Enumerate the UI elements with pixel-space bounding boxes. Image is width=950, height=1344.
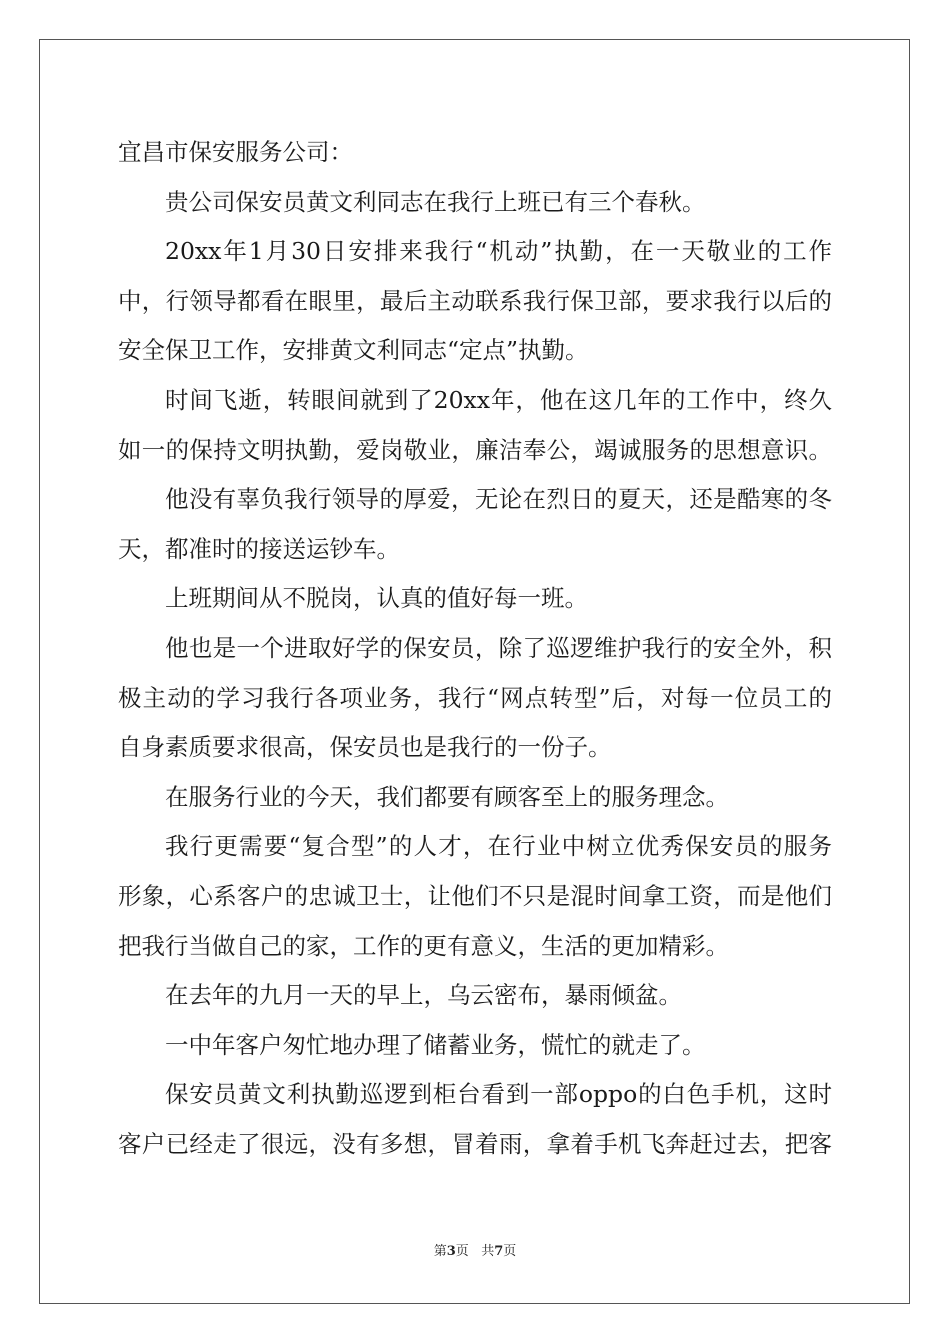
paragraph-line: 形象，心系客户的忠诚卫士，让他们不只是混时间拿工资，而是他们 xyxy=(118,881,832,910)
paragraph-line: 自身素质要求很高，保安员也是我行的一份子。 xyxy=(118,733,612,762)
paragraph-line: 极主动的学习我行各项业务，我行“网点转型”后，对每一位员工的 xyxy=(118,683,832,712)
paragraph-line: 天，都准时的接送运钞车。 xyxy=(118,534,400,563)
total-pages: 7 xyxy=(494,1244,504,1259)
paragraph-line: 时间飞逝，转眼间就到了20xx年，他在这几年的工作中，终久 xyxy=(165,385,832,414)
paragraph-line: 在服务行业的今天，我们都要有顾客至上的服务理念。 xyxy=(165,782,729,811)
paragraph-line: 如一的保持文明执勤，爱岗敬业，廉洁奉公，竭诚服务的思想意识。 xyxy=(118,435,832,464)
page-suffix: 页 xyxy=(455,1244,469,1259)
paragraph-line: 贵公司保安员黄文利同志在我行上班已有三个春秋。 xyxy=(165,187,706,216)
paragraph-line: 保安员黄文利执勤巡逻到柜台看到一部oppo的白色手机，这时 xyxy=(165,1080,832,1109)
page-footer xyxy=(0,1244,950,1260)
paragraph-line: 客户已经走了很远，没有多想，冒着雨，拿着手机飞奔赶过去，把客 xyxy=(118,1129,832,1158)
paragraph-line: 把我行当做自己的家，工作的更有意义，生活的更加精彩。 xyxy=(118,931,729,960)
page-prefix: 第 xyxy=(433,1244,447,1259)
paragraph-line: 在去年的九月一天的早上，乌云密布，暴雨倾盆。 xyxy=(165,981,682,1010)
paragraph-line: 他没有辜负我行领导的厚爱，无论在烈日的夏天，还是酷寒的冬 xyxy=(165,485,832,514)
total-prefix: 共 xyxy=(481,1244,495,1259)
paragraph-line: 我行更需要“复合型”的人才，在行业中树立优秀保安员的服务 xyxy=(165,832,832,861)
paragraph-line: 安全保卫工作，安排黄文利同志“定点”执勤。 xyxy=(118,336,589,365)
page-number: 3 xyxy=(446,1244,456,1259)
page-label xyxy=(434,1244,469,1259)
paragraph-line: 中，行领导都看在眼里，最后主动联系我行保卫部，要求我行以后的 xyxy=(118,286,832,315)
salutation: 宜昌市保安服务公司： xyxy=(118,138,353,166)
paragraph-line: 一中年客户匆忙地办理了储蓄业务，慌忙的就走了。 xyxy=(165,1030,706,1059)
paragraph-line: 上班期间从不脱岗，认真的值好每一班。 xyxy=(165,584,588,613)
paragraph-line: 他也是一个进取好学的保安员，除了巡逻维护我行的安全外，积 xyxy=(165,633,832,662)
total-pages-label xyxy=(481,1244,516,1259)
total-suffix: 页 xyxy=(503,1244,517,1259)
document-body xyxy=(118,128,832,1169)
paragraph-line: 20xx年1月30日安排来我行“机动”执勤，在一天敬业的工作 xyxy=(165,237,832,266)
